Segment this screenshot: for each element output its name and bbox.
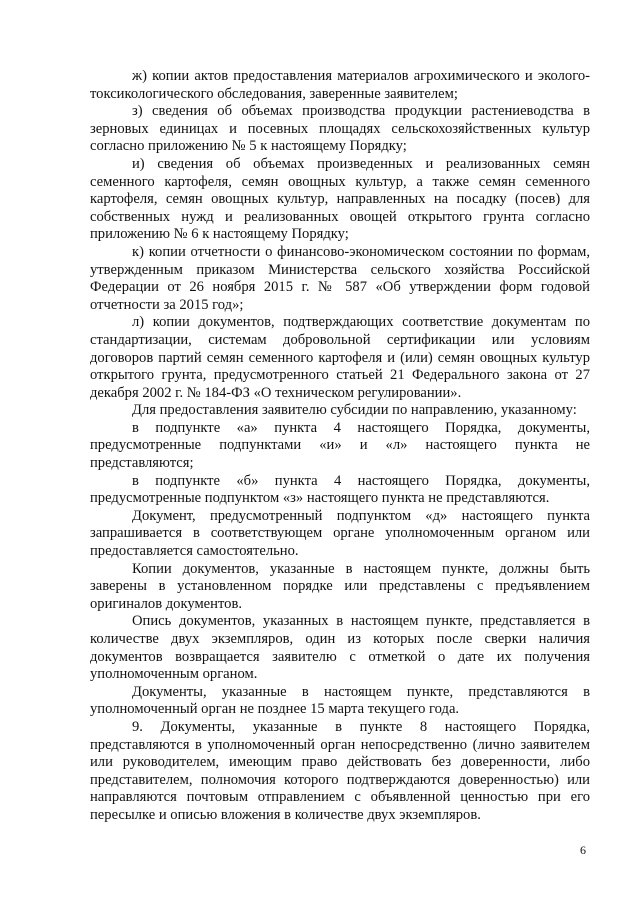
paragraph-document-d: Документ, предусмотренный подпунктом «д» настоящего пункта запрашивается в соответствующем органе уполномоченным органом или предоставляется самостоятельно. [90, 507, 590, 560]
document-body [90, 68, 590, 825]
paragraph-inventory: Опись документов, указанных в настоящем пункте, представляется в количестве двух экземпляров, один из которых после сверки наличия документов возвращается заявителю с отметкой о дате их получения уполномоченным органом. [90, 613, 590, 683]
paragraph-deadline: Документы, указанные в настоящем пункте, представляются в уполномоченный орган не позднее 15 марта текущего года. [90, 683, 590, 718]
paragraph-z: з) сведения об объемах производства продукции растениеводства в зерновых единицах и посевных площадях сельскохозяйственных культур согласно приложению № 5 к настоящему Порядку; [90, 103, 590, 155]
paragraph-copies: Копии документов, указанные в настоящем пункте, должны быть заверены в установленном порядке или представлены с предъявлением оригиналов документов. [90, 560, 590, 612]
paragraph-l: л) копии документов, подтверждающих соответствие документам по стандартизации, системам добровольной сертификации или условиям договоров партий семян семенного картофеля и (или) семян овощных культур открытого грунта, предусмотренного статьей 21 Федерального закона от 27 декабря 2002 г. № 184-ФЗ «О техническом регулировании». [90, 314, 590, 401]
paragraph-point-9: 9. Документы, указанные в пункте 8 настоящего Порядка, представляются в уполномоченный орган непосредственно (лично заявителем или руководителем, имеющим право действовать без доверенности, либо представителем, полномочия которого подтверждаются доверенностью) или направляются почтовым отправлением с объявленной ценностью при его пересылке и описью вложения в количестве двух экземпляров. [90, 718, 590, 823]
paragraph-i: и) сведения об объемах произведенных и реализованных семян семенного картофеля, семян овощных культур, а также семян семенного картофеля, семян овощных культур, направленных на посадку (посев) для собственных нужд и реализованных овощей открытого грунта согласно приложению № 6 к настоящему Порядку; [90, 155, 590, 243]
paragraph-k: к) копии отчетности о финансово-экономическом состоянии по формам, утвержденным приказом Министерства сельского хозяйства Российской Федерации от 26 ноября 2015 г. № 587 «Об утверждении форм годовой отчетности за 2015 год»; [90, 243, 590, 313]
page-number: 6 [580, 843, 586, 857]
paragraph-subpoint-b: в подпункте «б» пункта 4 настоящего Порядка, документы, предусмотренные подпунктом «з» настоящего пункта не представляются. [90, 472, 590, 507]
paragraph-zh: ж) копии актов предоставления материалов агрохимического и эколого-токсикологического обследования, заверенные заявителем; [90, 68, 590, 102]
paragraph-subpoint-a: в подпункте «а» пункта 4 настоящего Порядка, документы, предусмотренные подпунктами «и» и «л» настоящего пункта не представляются; [90, 419, 590, 472]
paragraph-subsidy-direction: Для предоставления заявителю субсидии по направлению, указанному: [132, 402, 577, 419]
